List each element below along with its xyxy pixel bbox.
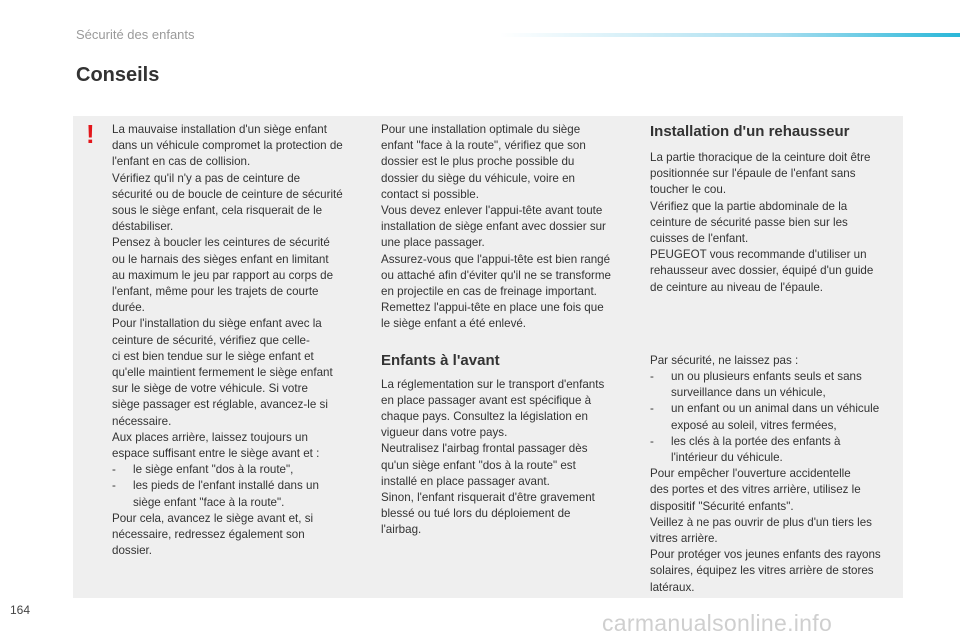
text-line: Pour une installation optimale du siège xyxy=(381,123,581,136)
text-line: Pour l'installation du siège enfant avec la xyxy=(112,317,322,331)
text-line: sous le siège enfant, cela risquerait de le xyxy=(112,204,323,218)
text-line: La réglementation sur le transport d'enfants xyxy=(381,377,605,391)
text-line: vigueur dans votre pays. xyxy=(381,426,508,440)
text-line: Pour protéger vos jeunes enfants des rayons xyxy=(650,548,881,562)
bullet-item xyxy=(650,401,902,433)
bullet-item xyxy=(112,462,364,478)
text-line: qu'un siège enfant "dos à la route" est xyxy=(381,458,576,472)
bullet-line: le siège enfant "dos à la route", xyxy=(133,463,294,477)
text-block xyxy=(381,122,633,333)
text-line: nécessaire. xyxy=(112,414,172,428)
bullet-line: exposé au soleil, vitres fermées, xyxy=(671,418,837,432)
bullet-line: les clés à la portée des enfants à xyxy=(671,434,841,448)
page-number: 164 xyxy=(10,603,31,617)
text-line: vitres arrière. xyxy=(650,532,718,546)
section-title: Conseils xyxy=(76,64,160,86)
header-accent-bar xyxy=(500,33,960,37)
text-block xyxy=(112,511,364,560)
text-block xyxy=(112,122,364,462)
text-line: Pour empêcher l'ouverture accidentelle xyxy=(650,467,851,481)
text-line: sur le siège de votre véhicule. Si votre xyxy=(112,382,308,396)
text-line: siège passager est réglable, avancez-le si xyxy=(112,398,328,412)
text-line: en projectile en cas de freinage important. xyxy=(381,285,597,299)
text-line: latéraux. xyxy=(650,580,695,594)
bullet-line: un enfant ou un animal dans un véhicule xyxy=(671,402,880,416)
text-line: dossier. xyxy=(112,544,152,558)
bullet-line: siège enfant "face à la route". xyxy=(133,495,285,509)
text-block xyxy=(650,466,902,596)
column-booster-seat xyxy=(650,122,902,596)
bullet-item xyxy=(650,434,902,466)
text-line: nécessaire, redressez également son xyxy=(112,528,305,542)
text-line: Remettez l'appui-tête en place une fois que xyxy=(381,301,604,315)
header-title: Sécurité des enfants xyxy=(76,27,195,42)
text-line: Sinon, l'enfant risquerait d'être gravement xyxy=(381,491,595,505)
text-line: Aux places arrière, laissez toujours un xyxy=(112,430,308,444)
text-line: installé en place passager avant. xyxy=(381,474,550,488)
text-line: La mauvaise installation d'un siège enfant xyxy=(112,123,327,136)
text-line: dossier est le plus proche possible du xyxy=(381,155,575,169)
text-block xyxy=(650,150,902,296)
text-line: toucher le cou. xyxy=(650,183,727,197)
text-line: qu'elle maintient fermement le siège enfant xyxy=(112,366,333,380)
text-line: Vérifiez qu'il n'y a pas de ceinture de xyxy=(112,171,301,185)
bullet-item xyxy=(650,369,902,401)
watermark: carmanualsonline.info xyxy=(602,610,833,636)
text-line: PEUGEOT vous recommande d'utiliser un xyxy=(650,248,867,262)
text-line: dans un véhicule compromet la protection de xyxy=(112,139,343,153)
text-line: solaires, équipez les vitres arrière de stores xyxy=(650,564,874,578)
text-line: Pour cela, avancez le siège avant et, si xyxy=(112,511,314,525)
text-line: Neutralisez l'airbag frontal passager dès xyxy=(381,442,588,456)
text-line: en place passager avant est spécifique à xyxy=(381,393,592,407)
text-line: ci est bien tendue sur le siège enfant et xyxy=(112,349,314,363)
bullet-item xyxy=(112,478,364,510)
text-line: Vous devez enlever l'appui-tête avant toute xyxy=(381,204,603,218)
text-line: sécurité ou de boucle de ceinture de sécurité xyxy=(112,187,343,201)
warning-icon: ! xyxy=(86,119,95,149)
text-line: Veillez à ne pas ouvrir de plus d'un tiers les xyxy=(650,515,872,529)
text-line: de ceinture au niveau de l'épaule. xyxy=(650,280,824,294)
bullet-list xyxy=(650,369,902,466)
text-line: déstabiliser. xyxy=(112,220,174,234)
text-block xyxy=(381,377,633,539)
text-line: au maximum le jeu par rapport au corps de xyxy=(112,268,334,282)
text-line: rehausseur avec dossier, équipé d'un guide xyxy=(650,264,874,278)
text-line: chaque pays. Consultez la législation en xyxy=(381,410,588,424)
text-line: durée. xyxy=(112,301,145,315)
text-line: La partie thoracique de la ceinture doit être xyxy=(650,151,871,164)
text-line: Assurez-vous que l'appui-tête est bien rangé xyxy=(381,252,611,266)
text-line: enfant "face à la route", vérifiez que son xyxy=(381,139,586,153)
text-line: ceinture de sécurité, vérifiez que celle- xyxy=(112,333,310,347)
intro-line: Par sécurité, ne laissez pas : xyxy=(650,353,799,367)
text-line: contact si possible. xyxy=(381,187,479,201)
text-line: une place passager. xyxy=(381,236,485,250)
text-line: espace suffisant entre le siège avant et : xyxy=(112,447,320,461)
text-line: ceinture de sécurité passe bien sur les xyxy=(650,215,848,229)
text-line: le siège enfant a été enlevé. xyxy=(381,317,527,331)
column-headrest-front-seat xyxy=(381,122,633,539)
bullet-line: un ou plusieurs enfants seuls et sans xyxy=(671,370,862,384)
column-child-seat-warning xyxy=(112,122,364,559)
bullet-line: surveillance dans un véhicule, xyxy=(671,386,826,400)
text-line: dossier du siège du véhicule, voire en xyxy=(381,171,575,185)
bullet-list xyxy=(112,462,364,511)
text-line: ou attaché afin d'éviter qu'il ne se transforme xyxy=(381,268,611,282)
text-line: l'enfant, même pour les trajets de courte xyxy=(112,285,319,299)
text-line: Pensez à boucler les ceintures de sécurité xyxy=(112,236,330,250)
bullet-line: l'intérieur du véhicule. xyxy=(671,451,783,465)
text-line: cuisses de l'enfant. xyxy=(650,232,749,246)
text-line: dispositif "Sécurité enfants". xyxy=(650,499,794,513)
text-line: positionnée sur l'épaule de l'enfant sans xyxy=(650,167,856,181)
text-line: ou le harnais des sièges enfant en limitant xyxy=(112,252,329,266)
text-line: Vérifiez que la partie abdominale de la xyxy=(650,199,848,213)
text-line: blessé ou tué lors du déploiement de xyxy=(381,507,571,521)
text-line: l'airbag. xyxy=(381,523,422,537)
text-line: des portes et des vitres arrière, utilisez le xyxy=(650,483,861,497)
bullet-line: les pieds de l'enfant installé dans un xyxy=(133,479,319,493)
text-line: l'enfant en cas de collision. xyxy=(112,155,251,169)
subtitle-enfants-avant: Enfants à l'avant xyxy=(381,351,500,369)
subtitle-rehausseur: Installation d'un rehausseur xyxy=(650,123,850,140)
text-line: installation de siège enfant avec dossier sur xyxy=(381,220,606,234)
